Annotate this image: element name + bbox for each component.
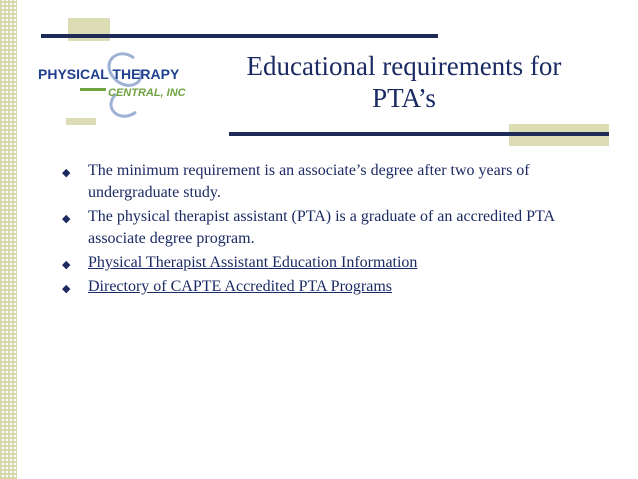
diamond-bullet-icon: ◆ [62,283,71,295]
slide-title-line-2: PTA’s [372,83,436,113]
bullet-list [62,160,602,300]
bullet-item [62,252,602,274]
title-underline [229,132,609,136]
pta-education-info-link[interactable]: Physical Therapist Assistant Education Information [88,254,418,271]
diamond-bullet-icon: ◆ [62,167,71,179]
logo-text-sub: CENTRAL, INC [108,87,186,99]
bullet-text: The minimum requirement is an associate’s degree after two years of undergraduate study. [88,162,530,201]
diamond-bullet-icon: ◆ [62,213,71,225]
checkered-strip [0,0,17,479]
logo-text-main: PHYSICAL THERAPY [38,66,180,82]
diamond-bullet-icon: ◆ [62,259,71,271]
top-navy-line [41,34,438,38]
bullet-item [62,160,602,204]
bullet-text: The physical therapist assistant (PTA) is a graduate of an accredited PTA associate degree program. [88,208,555,247]
slide-title [212,50,596,114]
company-logo [36,50,206,120]
bullet-item [62,276,602,298]
capte-directory-link[interactable]: Directory of CAPTE Accredited PTA Programs [88,278,392,295]
slide-title-line-1: Educational requirements for [246,51,562,81]
bullet-item [62,206,602,250]
